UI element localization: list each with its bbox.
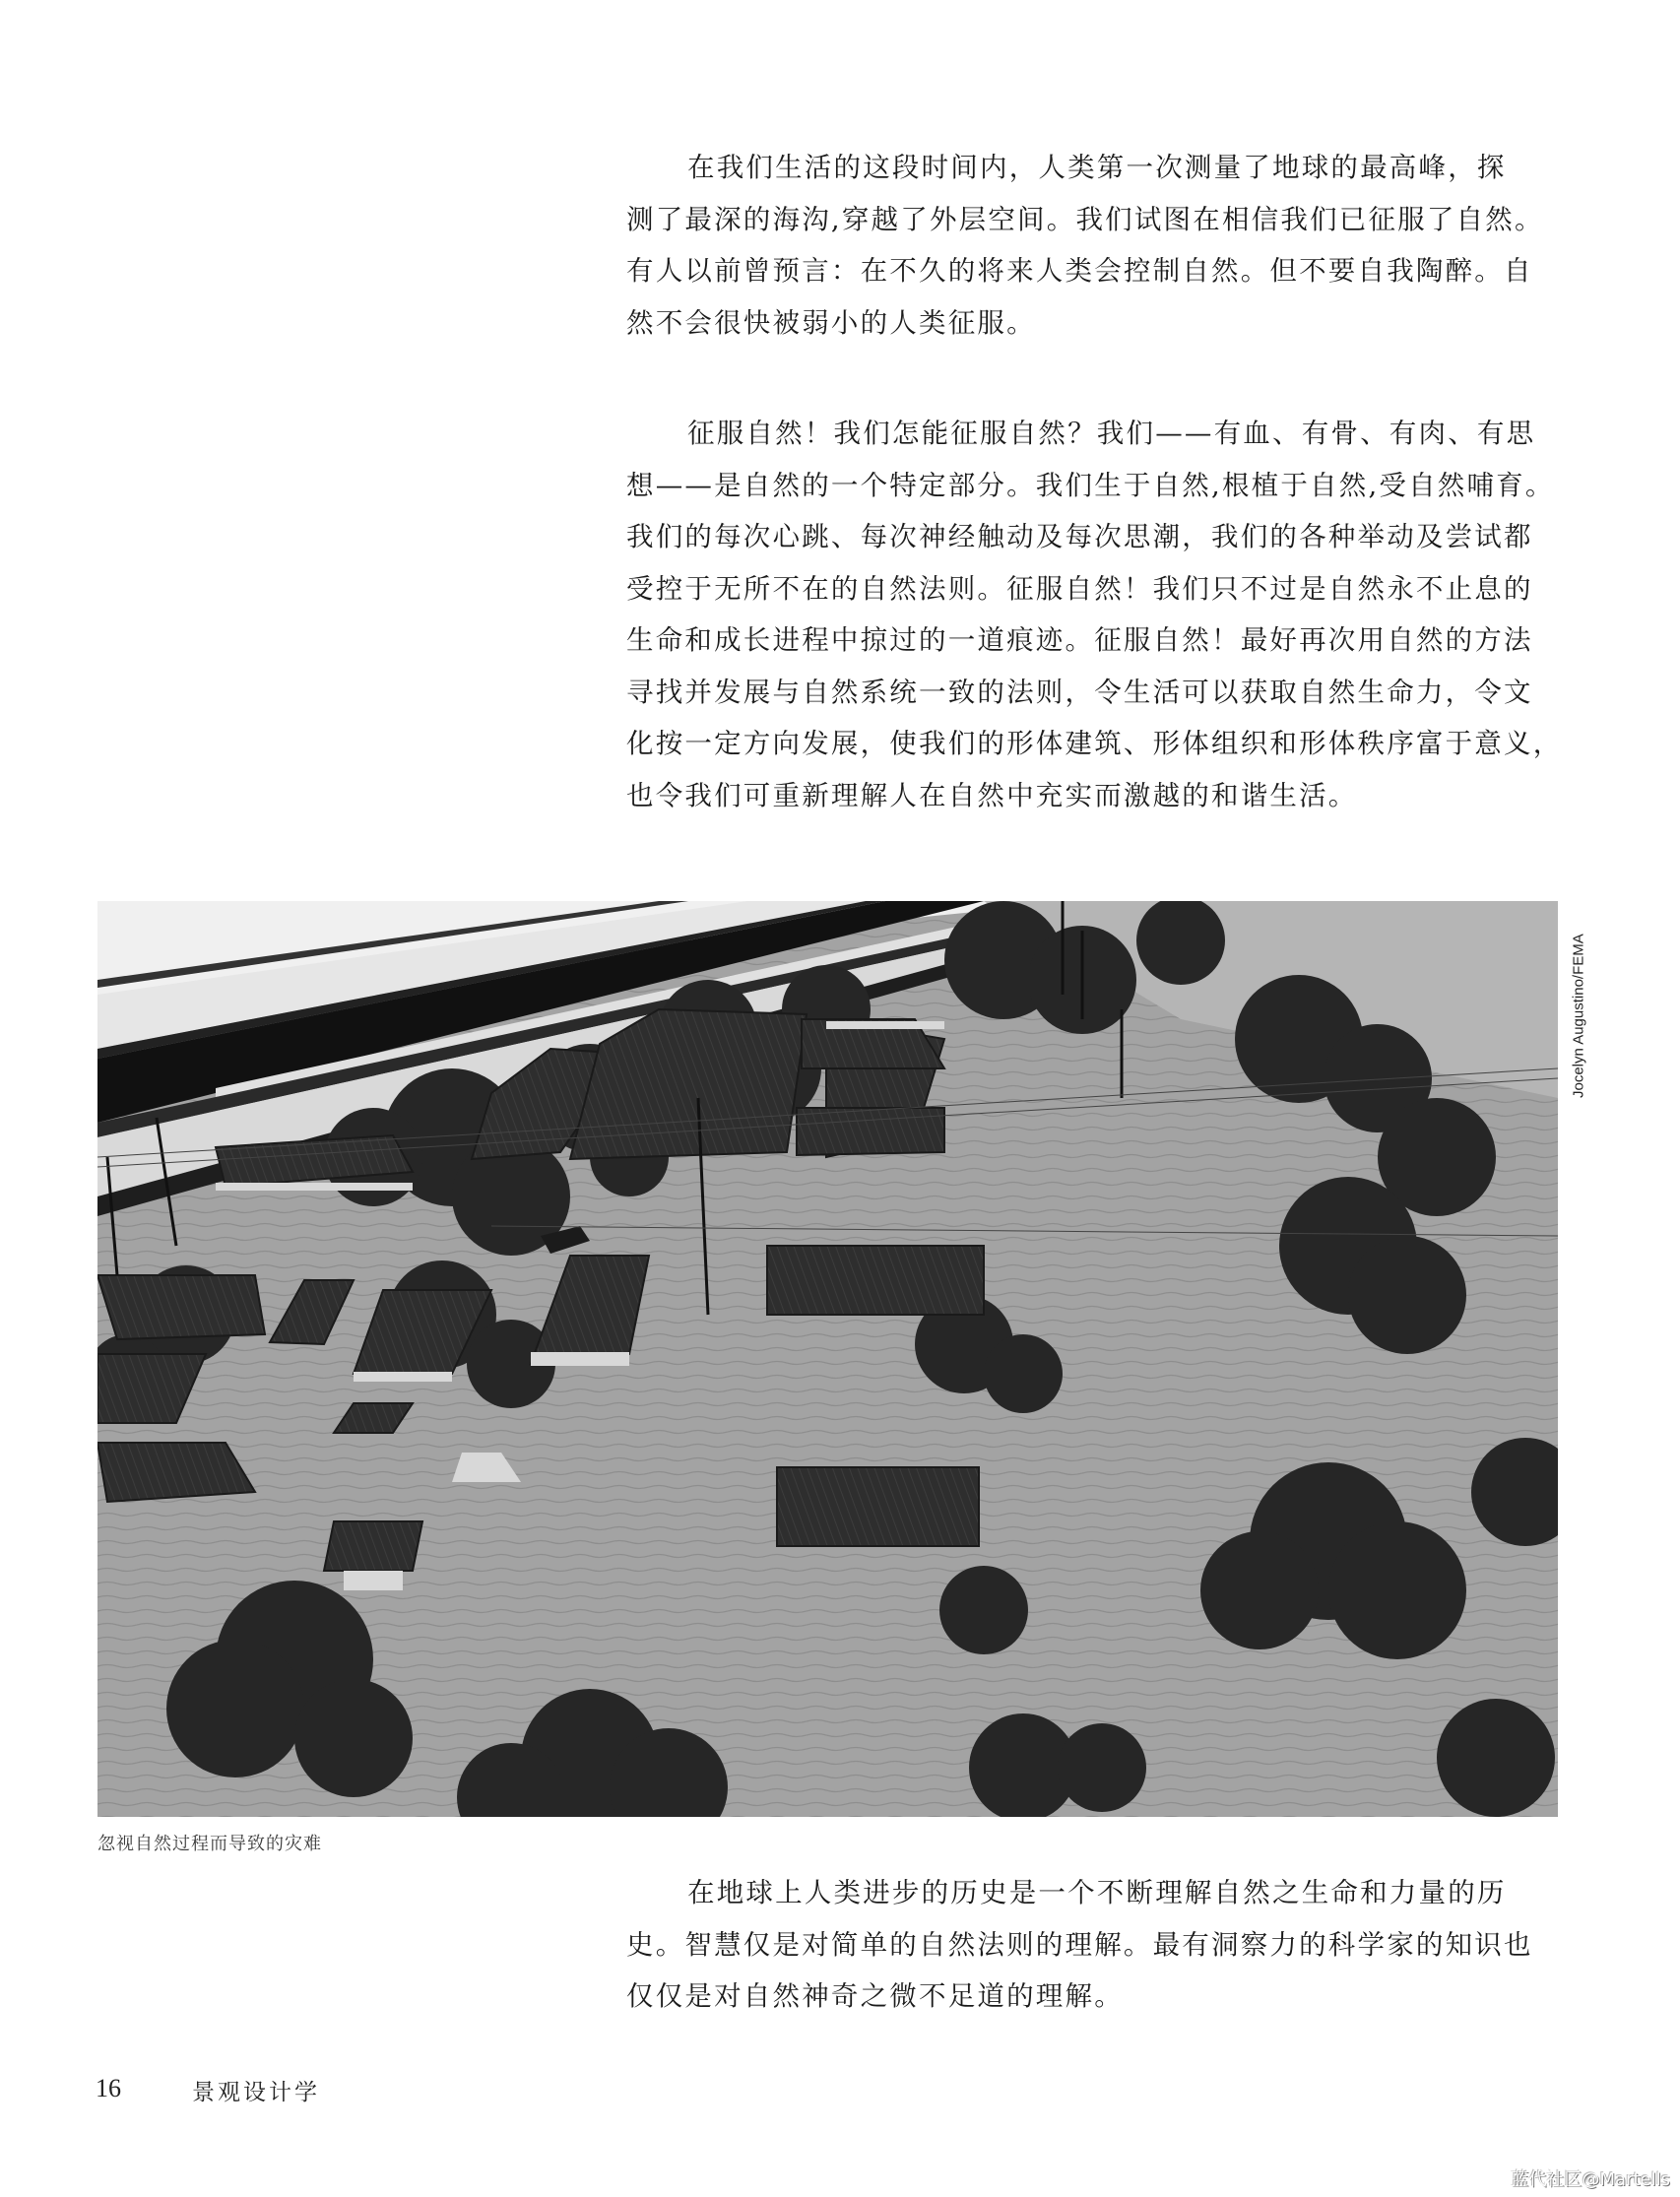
paragraph-3 xyxy=(626,1867,1556,2023)
text-line: 也令我们可重新理解人在自然中充实而激越的和谐生活。 xyxy=(626,779,1358,811)
page-footer xyxy=(96,2074,320,2105)
text-line: 生命和成长进程中掠过的一道痕迹。征服自然！最好再次用自然的方法 xyxy=(626,624,1533,656)
paragraph-1 xyxy=(626,142,1556,349)
paragraph-2 xyxy=(626,408,1563,821)
photo-credit xyxy=(1566,901,1591,1098)
text-line: 受控于无所不在的自然法则。征服自然！我们只不过是自然永不止息的 xyxy=(626,572,1533,605)
text-line: 在我们生活的这段时间内，人类第一次测量了地球的最高峰，探 xyxy=(687,152,1507,183)
figure-caption: 忽视自然过程而导致的灾难 xyxy=(97,1834,322,1854)
text-line: 在地球上人类进步的历史是一个不断理解自然之生命和力量的历 xyxy=(687,1877,1507,1908)
text-line: 史。智慧仅是对简单的自然法则的理解。最有洞察力的科学家的知识也 xyxy=(626,1928,1533,1961)
text-line: 征服自然！我们怎能征服自然？我们——有血、有骨、有肉、有思 xyxy=(687,418,1536,449)
flood-aerial-photo xyxy=(97,901,1558,1817)
book-title: 景观设计学 xyxy=(192,2080,320,2105)
text-line: 想——是自然的一个特定部分。我们生于自然,根植于自然,受自然哺育。 xyxy=(626,469,1555,501)
text-line: 寻找并发展与自然系统一致的法则，令生活可以获取自然生命力，令文 xyxy=(626,676,1533,708)
text-line: 我们的每次心跳、每次神经触动及每次思潮，我们的各种举动及尝试都 xyxy=(626,521,1533,552)
text-line: 有人以前曾预言：在不久的将来人类会控制自然。但不要自我陶醉。自 xyxy=(626,255,1533,287)
photo-credit-text: Jocelyn Augustino/FEMA xyxy=(1570,934,1587,1098)
text-line: 测了最深的海沟,穿越了外层空间。我们试图在相信我们已征服了自然。 xyxy=(626,203,1544,235)
watermark: 蓝代社区@Martells xyxy=(1511,2169,1670,2190)
text-line: 仅仅是对自然神奇之微不足道的理解。 xyxy=(626,1980,1124,2012)
text-line: 化按一定方向发展，使我们的形体建筑、形体组织和形体秩序富于意义， xyxy=(626,728,1563,759)
text-line: 然不会很快被弱小的人类征服。 xyxy=(626,306,1036,339)
page-number: 16 xyxy=(96,2074,121,2102)
